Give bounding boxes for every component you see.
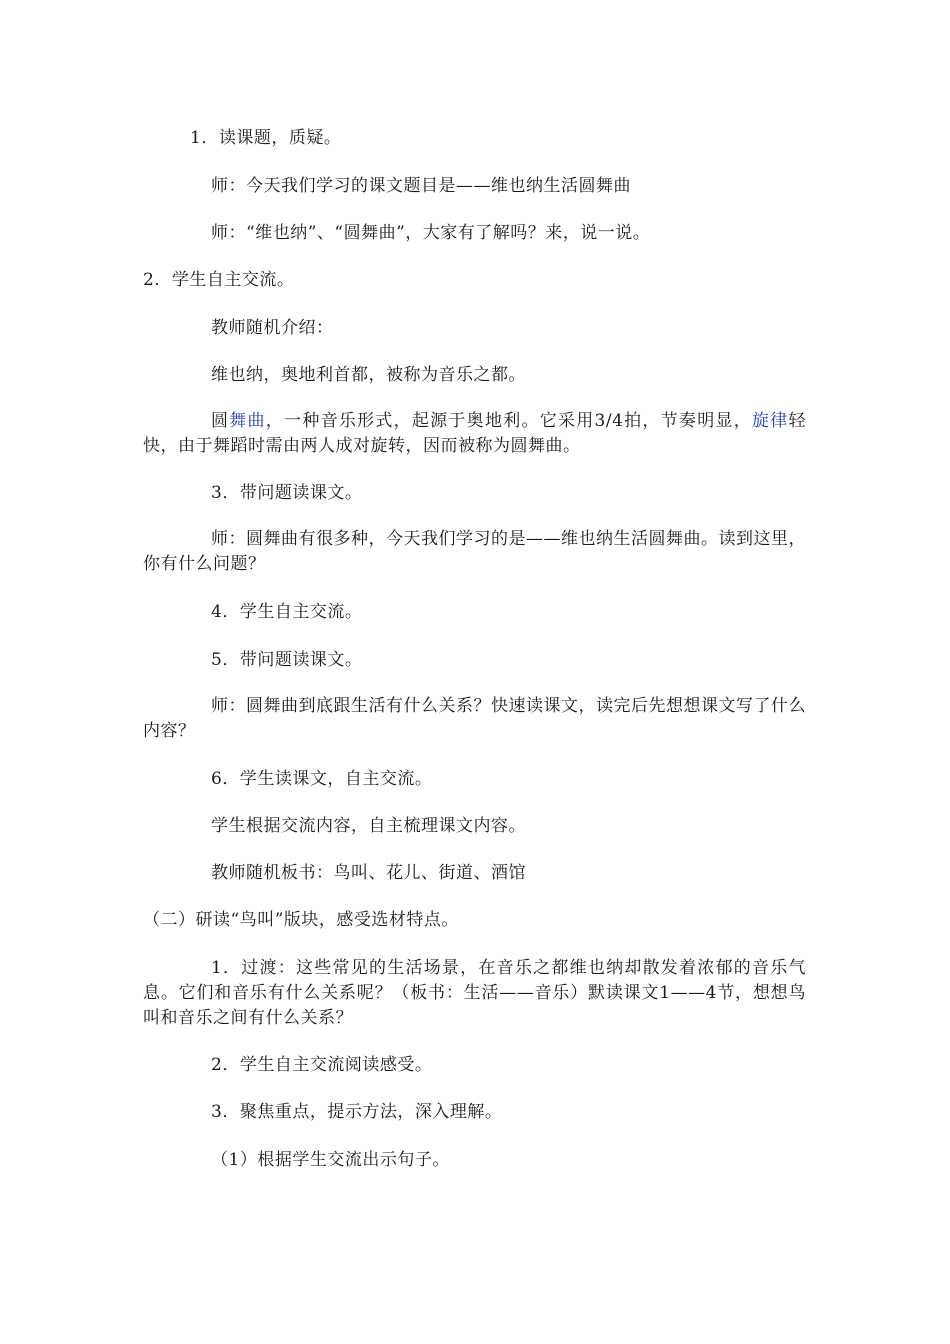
waltz-text-2: ，一种音乐形式，起源于奥地利。它采用3/4拍，节奏明显， <box>265 411 752 431</box>
item-focus-points: 3．聚焦重点，提示方法，深入理解。 <box>211 1102 503 1122</box>
item-read-title: 1．读课题，质疑。 <box>190 128 342 148</box>
sub-item-show-sentences: （1）根据学生交流出示句子。 <box>211 1150 450 1170</box>
item-student-exchange: 2．学生自主交流。 <box>143 270 295 290</box>
teacher-line-title: 师：今天我们学习的课文题目是——维也纳生活圆舞曲 <box>211 176 631 196</box>
waltz-text-3: 轻快，由于舞蹈时需由两人成对旋转，因而被称为圆舞曲。 <box>143 411 807 456</box>
melody-link[interactable]: 旋律 <box>751 411 789 431</box>
teacher-line-question: 师：“维也纳”、“圆舞曲”，大家有了解吗？来，说一说。 <box>211 223 651 243</box>
waltz-link[interactable]: 舞曲 <box>229 411 266 431</box>
board-notes: 教师随机板书：鸟叫、花儿、街道、酒馆 <box>211 863 526 883</box>
item-read-with-questions: 3．带问题读课文。 <box>211 483 363 503</box>
teacher-waltz-question: 师：圆舞曲有很多种，今天我们学习的是——维也纳生活圆舞曲。读到这里，你有什么问题？ <box>143 529 806 574</box>
student-summarize: 学生根据交流内容，自主梳理课文内容。 <box>211 816 526 836</box>
waltz-paragraph <box>143 409 806 459</box>
vienna-description: 维也纳，奥地利首都，被称为音乐之都。 <box>211 365 526 385</box>
waltz-text-1: 圆 <box>211 411 230 431</box>
item-student-reading-feelings: 2．学生自主交流阅读感受。 <box>211 1055 433 1075</box>
item-student-exchange-2: 4．学生自主交流。 <box>211 602 363 622</box>
section-two-heading: （二）研读“鸟叫”版块，感受选材特点。 <box>143 910 459 930</box>
transition-paragraph: 1．过渡：这些常见的生活场景，在音乐之都维也纳却散发着浓郁的音乐气息。它们和音乐有什么关系呢？（板书：生活——音乐）默读课文1——4节，想想鸟叫和音乐之间有什么关系？ <box>143 958 806 1028</box>
teacher-life-question: 师：圆舞曲到底跟生活有什么关系？快速读课文，读完后先想想课文写了什么内容？ <box>143 696 806 741</box>
teacher-intro: 教师随机介绍： <box>211 318 334 338</box>
item-student-read: 6．学生读课文，自主交流。 <box>211 769 433 789</box>
item-read-with-questions-2: 5．带问题读课文。 <box>211 650 363 670</box>
